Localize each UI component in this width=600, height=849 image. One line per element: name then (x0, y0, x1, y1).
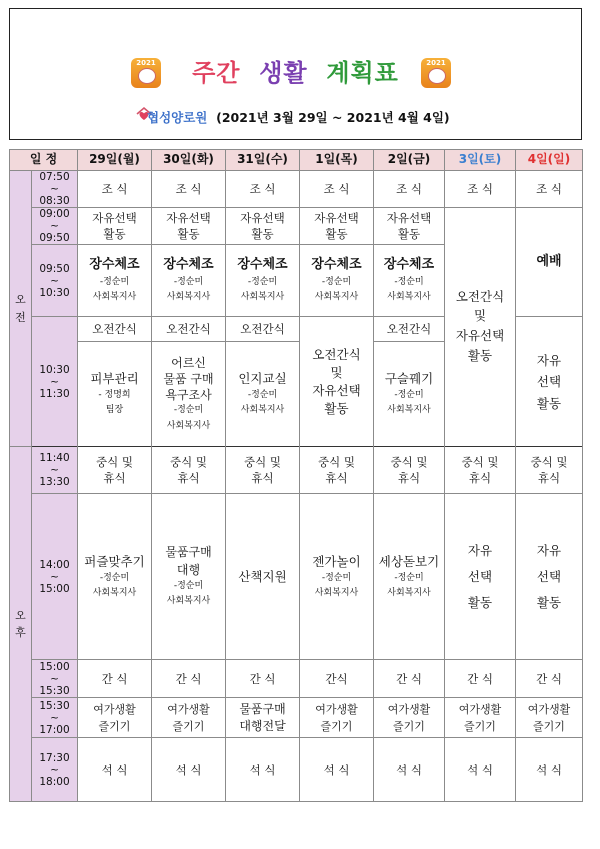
activity-cell: 자유선택 활동 (374, 208, 445, 245)
day-header-sunday: 4일(일) (516, 150, 583, 171)
schedule-table (9, 149, 583, 802)
snack-cell: 간 식 (374, 660, 445, 698)
dinner-cell: 석 식 (374, 738, 445, 802)
day-header: 1일(목) (300, 150, 374, 171)
sunday-free-cell: 자유 선택 활동 (516, 317, 583, 447)
time-cell: 15:30 ~ 17:00 (32, 698, 78, 738)
day-header: 2일(금) (374, 150, 445, 171)
snack-cell: 오전간식 (226, 317, 300, 342)
time-cell: 07:50 ~ 08:30 (32, 171, 78, 208)
lunch-cell: 중식 및 휴식 (78, 447, 152, 494)
activity-cell: 자유선택 활동 (78, 208, 152, 245)
section-pm: 오 후 (10, 447, 32, 802)
lunch-cell: 중식 및 휴식 (445, 447, 516, 494)
snack-cell: 오전간식 (78, 317, 152, 342)
org-name: 협성양로원 (147, 110, 208, 125)
snack-cell: 간 식 (78, 660, 152, 698)
snack-cell: 오전간식 (152, 317, 226, 342)
mascot-logo-icon: 2021 (421, 58, 451, 88)
walk-cell: 산책지원 (226, 494, 300, 660)
survey-cell: 어르신 물품 구매 욕구조사 -정순미 사회복지사 (152, 342, 226, 447)
snack-cell: 간 식 (226, 660, 300, 698)
dinner-cell: 석 식 (516, 738, 583, 802)
time-cell: 09:00 ~ 09:50 (32, 208, 78, 245)
snack-cell: 간 식 (445, 660, 516, 698)
dinner-cell: 석 식 (226, 738, 300, 802)
breakfast-cell: 조 식 (78, 171, 152, 208)
saturday-morning-cell: 오전간식 및 자유선택 활동 (445, 208, 516, 447)
time-cell: 17:30 ~ 18:00 (32, 738, 78, 802)
lunch-cell: 중식 및 휴식 (374, 447, 445, 494)
page-title: 주간 생활 계획표 (192, 59, 399, 87)
day-header: 29일(월) (78, 150, 152, 171)
activity-cell: 자유선택 활동 (226, 208, 300, 245)
jenga-cell: 젠가놀이 -정순미 사회복지사 (300, 494, 374, 660)
breakfast-cell: 조 식 (445, 171, 516, 208)
purchase-cell: 물품구매 대행 -정순미 사회복지사 (152, 494, 226, 660)
beads-cell: 구슬꿰기 -정순미 사회복지사 (374, 342, 445, 447)
leisure-cell: 여가생활 즐기기 (152, 698, 226, 738)
time-cell: 10:30 ~ 11:30 (32, 317, 78, 447)
snack-cell: 오전간식 (374, 317, 445, 342)
lunch-cell: 중식 및 휴식 (300, 447, 374, 494)
leisure-cell: 여가생활 즐기기 (445, 698, 516, 738)
lunch-cell: 중식 및 휴식 (226, 447, 300, 494)
time-cell: 15:00 ~ 15:30 (32, 660, 78, 698)
mascot-logo-icon: 2021 (131, 58, 161, 88)
day-header: 30일(화) (152, 150, 226, 171)
news-cell: 세상돋보기 -정순미 사회복지사 (374, 494, 445, 660)
time-cell: 11:40 ~ 13:30 (32, 447, 78, 494)
breakfast-cell: 조 식 (374, 171, 445, 208)
exercise-cell: 장수체조 -정순미 사회복지사 (78, 245, 152, 317)
subtitle (147, 108, 450, 126)
section-am: 오 전 (10, 171, 32, 447)
exercise-cell: 장수체조 -정순미 사회복지사 (226, 245, 300, 317)
leisure-cell: 여가생활 즐기기 (374, 698, 445, 738)
exercise-cell: 장수체조 -정순미 사회복지사 (152, 245, 226, 317)
lunch-cell: 중식 및 휴식 (516, 447, 583, 494)
day-header-saturday: 3일(토) (445, 150, 516, 171)
exercise-cell: 장수체조 -정순미 사회복지사 (374, 245, 445, 317)
activity-cell: 자유선택 활동 (152, 208, 226, 245)
dinner-cell: 석 식 (152, 738, 226, 802)
period: (2021년 3월 29일 ~ 2021년 4월 4일) (216, 110, 450, 125)
lunch-cell: 중식 및 휴식 (152, 447, 226, 494)
cognitive-cell: 인지교실 -정순미 사회복지사 (226, 342, 300, 447)
puzzle-cell: 퍼즐맞추기 -정순미 사회복지사 (78, 494, 152, 660)
dinner-cell: 석 식 (300, 738, 374, 802)
activity-cell: 자유선택 활동 (300, 208, 374, 245)
thursday-morning-cell: 오전간식 및 자유선택 활동 (300, 317, 374, 447)
time-cell: 14:00 ~ 15:00 (32, 494, 78, 660)
worship-cell: 예배 (516, 208, 583, 317)
leisure-cell: 여가생활 즐기기 (516, 698, 583, 738)
delivery-cell: 물품구매 대행전달 (226, 698, 300, 738)
snack-cell: 간 식 (516, 660, 583, 698)
dinner-cell: 석 식 (78, 738, 152, 802)
corner-header: 일 정 (10, 150, 78, 171)
exercise-cell: 장수체조 -정순미 사회복지사 (300, 245, 374, 317)
saturday-free-cell: 자유 선택 활동 (445, 494, 516, 660)
snack-cell: 간식 (300, 660, 374, 698)
skin-care-cell: 피부관리 - 정명희 팀장 (78, 342, 152, 447)
dinner-cell: 석 식 (445, 738, 516, 802)
breakfast-cell: 조 식 (516, 171, 583, 208)
sunday-free-cell: 자유 선택 활동 (516, 494, 583, 660)
time-cell: 09:50 ~ 10:30 (32, 245, 78, 317)
header-box (9, 8, 582, 140)
leisure-cell: 여가생활 즐기기 (300, 698, 374, 738)
breakfast-cell: 조 식 (300, 171, 374, 208)
day-header: 31일(수) (226, 150, 300, 171)
snack-cell: 간 식 (152, 660, 226, 698)
breakfast-cell: 조 식 (226, 171, 300, 208)
leisure-cell: 여가생활 즐기기 (78, 698, 152, 738)
breakfast-cell: 조 식 (152, 171, 226, 208)
